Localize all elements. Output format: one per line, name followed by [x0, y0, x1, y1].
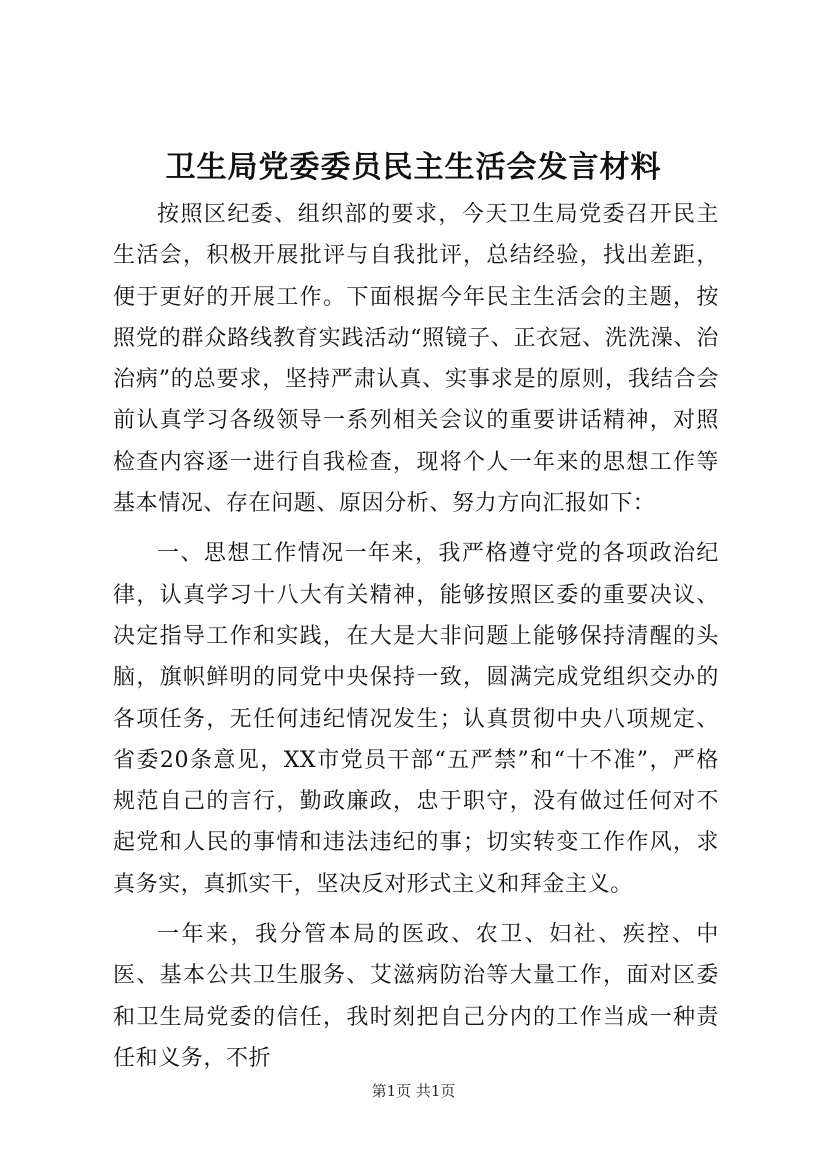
document-body — [113, 194, 719, 1079]
paragraph-ideology-work: 一、思想工作情况一年来，我严格遵守党的各项政治纪律，认真学习十八大有关精神，能够按照区委的重要决议、决定指导工作和实践，在大是大非问题上能够保持清醒的头脑，旗帜鲜明的同党中央保持一致，圆满完成党组织交办的各项任务，无任何违纪情况发生；认真贯彻中央八项规定、省委20条意见，XX市党员干部“五严禁”和“十不准”，严格规范自己的言行，勤政廉政，忠于职守，没有做过任何对不起党和人民的事情和违法违纪的事；切实转变工作作风，求真务实，真抓实干，坚决反对形式主义和拜金主义。 — [113, 541, 719, 897]
paragraph-intro: 按照区纪委、组织部的要求，今天卫生局党委召开民主生活会，积极开展批评与自我批评，总结经验，找出差距，便于更好的开展工作。下面根据今年民主生活会的主题，按照党的群众路线教育实践活动“照镜子、正衣冠、洗洗澡、治治病”的总要求，坚持严肃认真、实事求是的原则，我结合会前认真学习各级领导一系列相关会议的重要讲话精神，对照检查内容逐一进行自我检查，现将个人一年来的思想工作等基本情况、存在问题、原因分析、努力方向汇报如下： — [113, 202, 719, 517]
paragraph-responsibilities: 一年来，我分管本局的医政、农卫、妇社、疾控、中医、基本公共卫生服务、艾滋病防治等大量工作，面对区委和卫生局党委的信任，我时刻把自己分内的工作当成一种责任和义务，不折 — [113, 922, 719, 1071]
page-footer: 第1页 共1页 — [371, 1082, 456, 1100]
document-title: 卫生局党委委员民主生活会发言材料 — [165, 150, 662, 185]
